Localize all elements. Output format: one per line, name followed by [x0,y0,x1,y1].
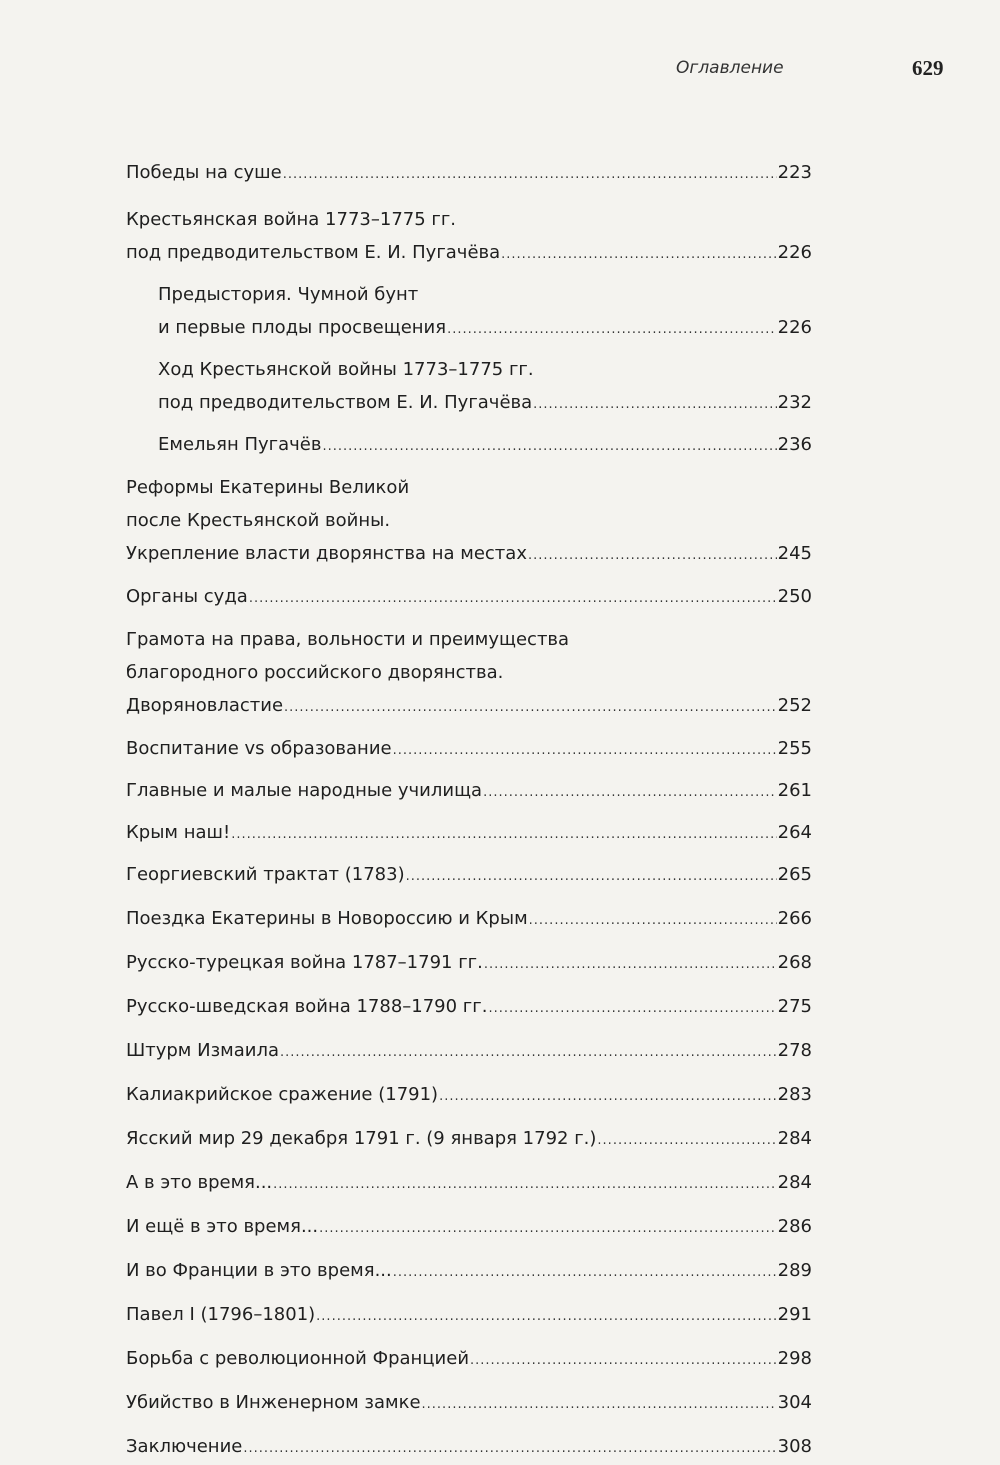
toc-entry-title: А в это время... [126,1172,273,1193]
toc-entry-title: Поездка Екатерины в Новороссию и Крым [126,908,528,929]
toc-entry-title: Емельян Пугачёв [158,434,322,455]
toc-entry-page: 291 [777,1304,812,1325]
dot-leader [322,430,776,463]
dot-leader [597,1124,776,1157]
toc-entry[interactable] [126,946,812,981]
toc-entry-title: Ход Крестьянской войны 1773–1775 гг. [158,359,534,380]
toc-entry-page: 265 [777,864,812,885]
toc-entry[interactable] [126,1342,812,1377]
dot-leader [529,904,777,937]
toc-entry[interactable] [126,816,812,851]
toc-entry[interactable] [126,471,812,572]
toc-entry-page: 266 [777,908,812,929]
toc-entry-title: Победы на суше [126,162,282,183]
toc-entry[interactable] [126,428,812,463]
toc-entry-page: 226 [777,317,812,338]
toc-entry-page: 308 [777,1436,812,1457]
toc-entry-page: 232 [777,392,812,413]
toc-entry-title: Убийство в Инженерном замке [126,1392,421,1413]
toc-entry-title: под предводительством Е. И. Пугачёва [158,392,533,413]
dot-leader [484,948,777,981]
toc-entry-page: 304 [777,1392,812,1413]
toc-entry-page: 223 [777,162,812,183]
toc-entry-page: 236 [777,434,812,455]
toc-entry[interactable] [126,1386,812,1421]
dot-leader [528,539,777,572]
toc-entry-title: Органы суда [126,586,248,607]
toc-entry[interactable] [126,990,812,1025]
dot-leader [280,1036,777,1069]
toc-entry-title: Павел I (1796–1801) [126,1304,316,1325]
toc-entry-title: Главные и малые народные училища [126,780,483,801]
toc-entry-title: благородного российского дворянства. [126,662,504,683]
toc-entry-title: Реформы Екатерины Великой [126,477,410,498]
toc-entry[interactable] [126,580,812,615]
toc-entry-title: Укрепление власти дворянства на местах [126,543,527,564]
toc-entry[interactable] [126,1078,812,1113]
running-header-title: Оглавление [676,58,784,78]
toc-entry-page: 284 [777,1172,812,1193]
dot-leader [393,734,777,767]
dot-leader [501,238,776,271]
toc-entry[interactable] [126,278,812,346]
toc-entry-title: Грамота на права, вольности и преимущества [126,629,570,650]
dot-leader [273,1168,776,1201]
toc-entry-title: Дворяновластие [126,695,284,716]
toc-entry-title: Калиакрийское сражение (1791) [126,1084,439,1105]
toc-entry[interactable] [126,1430,812,1465]
toc-entry-page: 286 [777,1216,812,1237]
toc-entry-title: Воспитание vs образование [126,738,392,759]
toc-entry-page: 283 [777,1084,812,1105]
toc-entry[interactable] [126,353,812,421]
toc-entry[interactable] [126,623,812,724]
toc-entry-title: Борьба с революционной Францией [126,1348,470,1369]
toc-entry-title: И ещё в это время... [126,1216,319,1237]
toc-entry-page: 226 [777,242,812,263]
toc-entry-page: 261 [777,780,812,801]
dot-leader [447,313,777,346]
dot-leader [243,1432,776,1465]
toc-entry[interactable] [126,1298,812,1333]
dot-leader [533,388,776,421]
table-of-contents [126,156,812,1465]
toc-entry[interactable] [126,858,812,893]
toc-entry-title: под предводительством Е. И. Пугачёва [126,242,501,263]
toc-entry-title: и первые плоды просвещения [158,317,447,338]
toc-entry[interactable] [126,1034,812,1069]
dot-leader [231,818,776,851]
dot-leader [249,582,777,615]
toc-entry-page: 250 [777,586,812,607]
toc-entry-page: 268 [777,952,812,973]
toc-entry[interactable] [126,1122,812,1157]
page-number: 629 [912,56,944,80]
toc-entry-page: 278 [777,1040,812,1061]
dot-leader [319,1212,777,1245]
toc-entry-page: 284 [777,1128,812,1149]
toc-entry[interactable] [126,156,812,191]
toc-entry-title: Крым наш! [126,822,231,843]
dot-leader [406,860,777,893]
toc-entry[interactable] [126,203,812,271]
toc-entry-title: Крестьянская война 1773–1775 гг. [126,209,457,230]
toc-entry[interactable] [126,1254,812,1289]
toc-entry[interactable] [126,1210,812,1245]
toc-entry-title: Русско-шведская война 1788–1790 гг. [126,996,488,1017]
toc-entry-page: 264 [777,822,812,843]
toc-entry[interactable] [126,1166,812,1201]
toc-entry-title: Предыстория. Чумной бунт [158,284,419,305]
dot-leader [284,691,777,724]
dot-leader [470,1344,777,1377]
dot-leader [483,776,777,809]
toc-entry-page: 275 [777,996,812,1017]
toc-entry[interactable] [126,902,812,937]
dot-leader [393,1256,777,1289]
toc-entry-page: 298 [777,1348,812,1369]
toc-entry-title: Георгиевский трактат (1783) [126,864,405,885]
toc-entry-page: 255 [777,738,812,759]
toc-entry-page: 252 [777,695,812,716]
dot-leader [488,992,776,1025]
dot-leader [439,1080,777,1113]
toc-entry-title: Русско-турецкая война 1787–1791 гг. [126,952,483,973]
toc-entry-title: И во Франции в это время... [126,1260,392,1281]
dot-leader [283,158,777,191]
toc-entry-title: Заключение [126,1436,243,1457]
toc-entry[interactable] [126,732,812,767]
toc-entry-title: Штурм Измаила [126,1040,279,1061]
dot-leader [316,1300,776,1333]
toc-entry-page: 289 [777,1260,812,1281]
toc-entry-page: 245 [777,543,812,564]
toc-entry[interactable] [126,774,812,809]
toc-entry-title: Ясский мир 29 декабря 1791 г. (9 января 1792 г.) [126,1128,597,1149]
dot-leader [422,1388,777,1421]
toc-entry-title: после Крестьянской войны. [126,510,391,531]
